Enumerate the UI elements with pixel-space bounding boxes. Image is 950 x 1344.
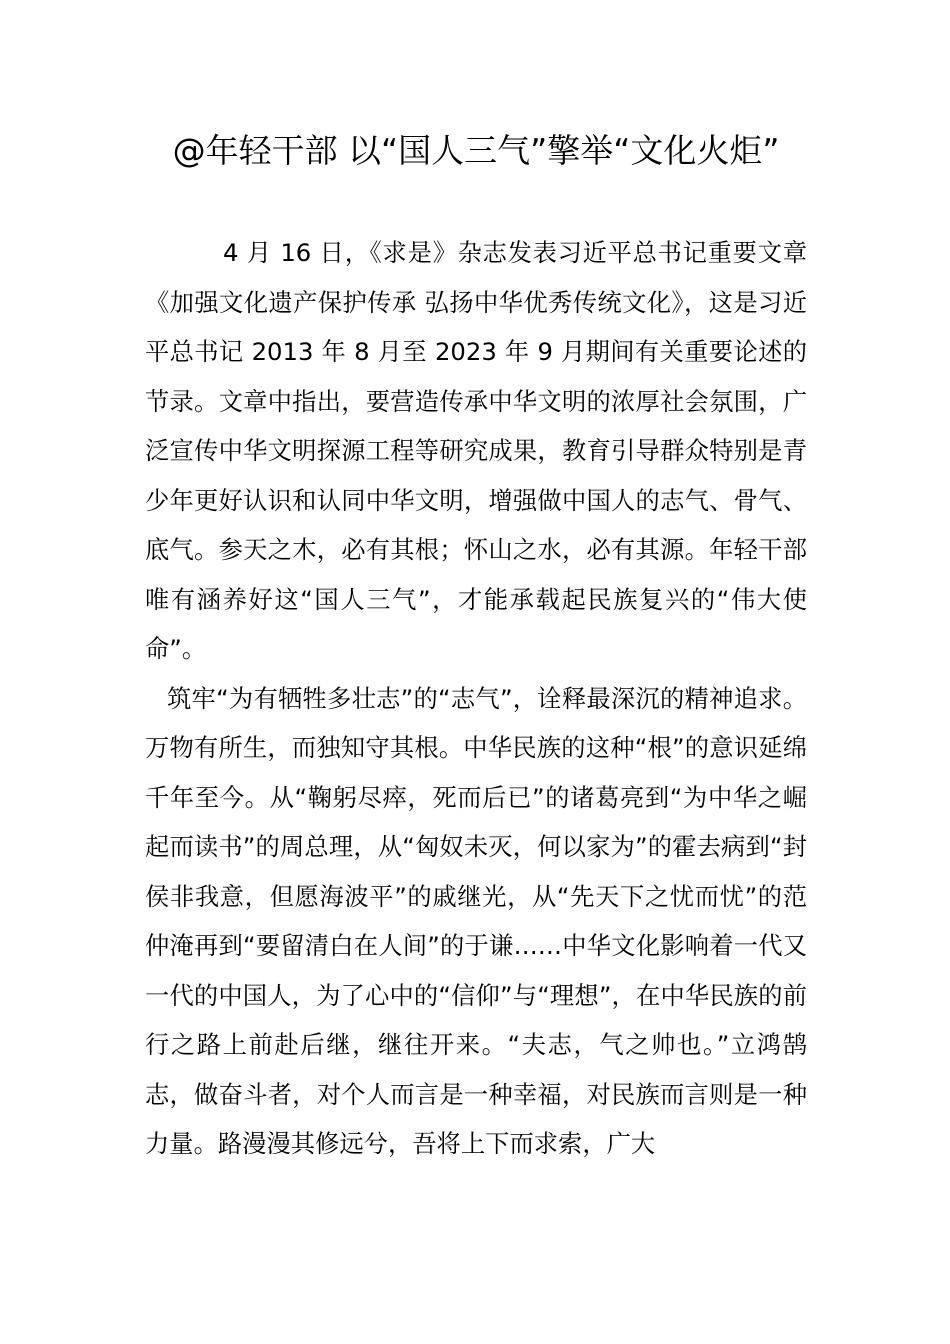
document-body <box>145 228 807 1169</box>
paragraph-zhiqi: 筑牢“为有牺牲多壮志”的“志气”，诠释最深沉的精神追求。万物有所生，而独知守其根。中华民族的这种“根”的意识延绵千年至今。从“鞠躬尽瘁，死而后已”的诸葛亮到“为中华之崛起而读书”的周总理，从“匈奴未灭，何以家为”的霍去病到“封侯非我意，但愿海波平”的戚继光，从“先天下之忧而忧”的范仲淹再到“要留清白在人间”的于谦……中华文化影响着一代又一代的中国人，为了心中的“信仰”与“理想”，在中华民族的前行之路上前赴后继，继往开来。“夫志，气之帅也。”立鸿鹄志，做奋斗者，对个人而言是一种幸福，对民族而言则是一种力量。路漫漫其修远兮，吾将上下而求索，广大 <box>145 683 807 1158</box>
paragraph-intro: 4 月 16 日，《求是》杂志发表习近平总书记重要文章《加强文化遗产保护传承 弘扬中华优秀传统文化》，这是习近平总书记 2013 年 8 月至 2023 年 9 月期间有关重要论述的节录。文章中指出，要营造传承中华文明的浓厚社会氛围，广泛宣传中华文明探源工程等研究成果，教育引导群众特别是青少年更好认识和认同中华文明，增强做中国人的志气、骨气、底气。参天之木，必有其根；怀山之水，必有其源。年轻干部唯有涵养好这“国人三气”，才能承载起民族复兴的“伟大使命”。 <box>145 238 807 663</box>
document-title: @年轻干部 以“国人三气”擎举“文化火炬” <box>172 131 780 170</box>
